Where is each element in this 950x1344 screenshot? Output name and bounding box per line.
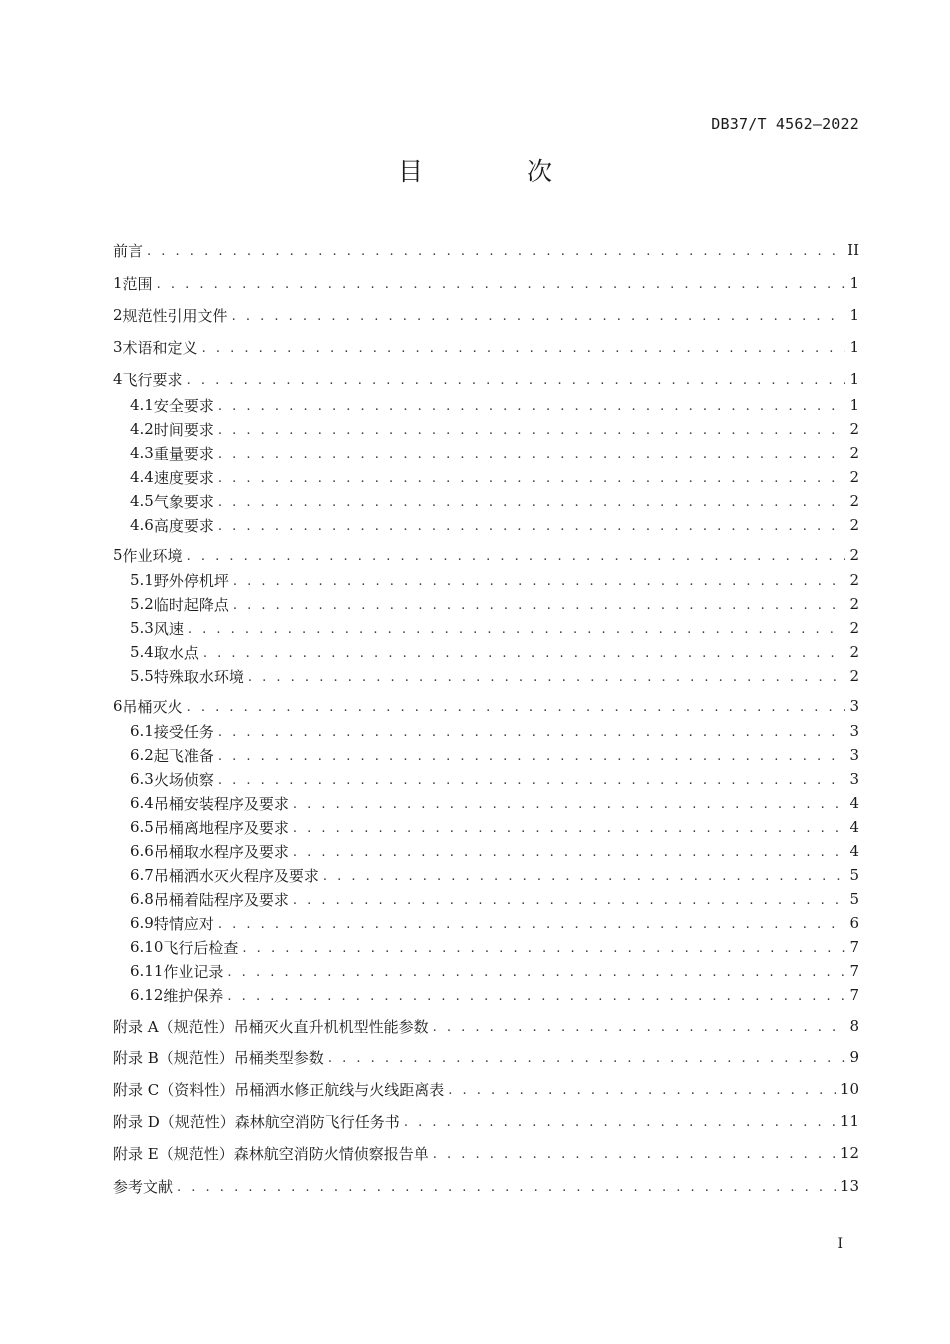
toc-entry-4-1[interactable] [113,393,859,417]
toc-entry-6-5[interactable] [113,815,859,839]
toc-number: 4.5 [130,492,154,510]
dot-leader [187,373,845,388]
toc-entry-6-6[interactable] [113,839,859,863]
toc-entry-6-9[interactable] [113,911,859,935]
toc-entry-6-3[interactable] [113,767,859,791]
toc-entry-5-4[interactable] [113,640,859,664]
toc-label: 森林航空消防飞行任务书 [234,1112,400,1131]
toc-label: 吊桶类型参数 [233,1048,324,1067]
toc-label: 野外停机坪 [153,571,229,590]
toc-page: 2 [849,619,859,637]
toc-label: 速度要求 [153,468,214,487]
toc-page: 4 [849,818,859,836]
dot-leader [323,869,845,884]
toc-label: 范围 [122,274,153,293]
dot-leader [233,598,845,613]
toc-label: 维护保养 [163,986,224,1005]
toc-entry-5-1[interactable] [113,568,859,592]
toc-number: 5.1 [130,571,154,589]
toc-page: II [847,241,859,259]
toc-entry-6-8[interactable] [113,887,859,911]
toc-number: 6.9 [130,914,154,932]
dot-leader [218,399,845,414]
dot-leader [242,941,845,956]
toc-entry-appendix-e[interactable] [113,1141,859,1165]
toc-entry-6-10[interactable] [113,935,859,959]
toc-number: 1 [113,274,123,292]
toc-entry-4-5[interactable] [113,489,859,513]
toc-page: 4 [849,842,859,860]
toc-number: 附录 E（规范性） [113,1144,234,1163]
toc-label: 飞行后检查 [163,938,239,957]
toc-page: 3 [849,722,859,740]
toc-label: 时间要求 [153,420,214,439]
dot-leader [218,749,845,764]
toc-label: 吊桶着陆程序及要求 [153,890,289,909]
toc-entry-6-7[interactable] [113,863,859,887]
toc-number: 6.11 [130,962,164,980]
toc-label: 安全要求 [153,396,214,415]
dot-leader [293,893,845,908]
toc-number: 6.3 [130,770,154,788]
toc-page: 1 [849,306,859,324]
toc-number: 6.10 [130,938,164,956]
toc-entry-6[interactable] [113,694,859,718]
toc-number: 5.4 [130,643,154,661]
toc-page: 2 [849,595,859,613]
toc-label: 森林航空消防火情侦察报告单 [233,1144,429,1163]
toc-number: 6.7 [130,866,154,884]
toc-entry-6-11[interactable] [113,959,859,983]
toc-entry-4[interactable] [113,367,859,391]
toc-number: 附录 A（规范性） [113,1017,234,1036]
toc-number: 4.4 [130,468,154,486]
toc-page: 2 [849,516,859,534]
toc-page: 1 [849,274,859,292]
toc-page: 13 [839,1177,859,1195]
toc-page: 9 [849,1048,859,1066]
dot-leader [448,1083,836,1098]
toc-entry-5-2[interactable] [113,592,859,616]
toc-page: 11 [839,1112,859,1130]
toc-entry-2[interactable] [113,303,859,327]
dot-leader [218,773,845,788]
dot-leader [293,797,845,812]
dot-leader [233,574,845,589]
toc-label: 特殊取水环境 [153,667,244,686]
dot-leader [177,1180,836,1195]
toc-label: 吊桶灭火直升机机型性能参数 [233,1017,429,1036]
toc-page: 5 [849,866,859,884]
toc-entry-appendix-c[interactable] [113,1077,859,1101]
toc-page: 8 [849,1017,859,1035]
toc-number: 6.1 [130,722,154,740]
toc-number: 4.2 [130,420,154,438]
toc-page: 3 [849,770,859,788]
toc-page: 10 [839,1080,859,1098]
dot-leader [218,519,845,534]
toc-number: 附录 B（规范性） [113,1048,234,1067]
page-title: 目 次 [398,157,600,186]
toc-label: 吊桶洒水修正航线与火线距离表 [234,1080,445,1099]
toc-number: 5 [113,546,123,564]
toc-label: 吊桶离地程序及要求 [153,818,289,837]
dot-leader [218,495,845,510]
dot-leader [218,447,845,462]
toc-number: 4 [113,370,123,388]
toc-number: 6.5 [130,818,154,836]
dot-leader [433,1020,845,1035]
toc-number: 2 [113,306,123,324]
toc-page: 2 [849,468,859,486]
dot-leader [187,549,845,564]
toc-page: 7 [849,962,859,980]
dot-leader [433,1147,836,1162]
toc-label: 前言 [113,241,144,260]
toc-page: 2 [849,444,859,462]
toc-label: 风速 [153,619,184,638]
toc-label: 取水点 [153,643,199,662]
toc-label: 临时起降点 [153,595,229,614]
toc-label: 特情应对 [153,914,214,933]
dot-leader [147,244,843,259]
toc-number: 5.2 [130,595,154,613]
toc-label: 飞行要求 [122,370,183,389]
toc-number: 6.8 [130,890,154,908]
toc-page: 3 [849,697,859,715]
toc-number: 附录 C（资料性） [113,1080,235,1099]
dot-leader [218,471,845,486]
toc-label: 起飞准备 [153,746,214,765]
dot-leader [218,725,845,740]
toc-page: 2 [849,546,859,564]
dot-leader [293,821,845,836]
dot-leader [187,700,845,715]
toc-page: 1 [849,370,859,388]
toc-label: 高度要求 [153,516,214,535]
toc-entry-foreword[interactable] [113,238,859,262]
toc-entry-bibliography[interactable] [113,1174,859,1198]
toc-entry-6-2[interactable] [113,743,859,767]
toc-label: 吊桶灭火 [122,697,183,716]
toc-number: 6.12 [130,986,164,1004]
toc-label: 火场侦察 [153,770,214,789]
toc-entry-appendix-d[interactable] [113,1109,859,1133]
toc-entry-1[interactable] [113,271,859,295]
toc-label: 术语和定义 [122,338,198,357]
dot-leader [218,423,845,438]
toc-entry-5-5[interactable] [113,664,859,688]
toc-entry-3[interactable] [113,335,859,359]
dot-leader [227,989,845,1004]
dot-leader [328,1051,845,1066]
toc-number: 3 [113,338,123,356]
toc-label: 吊桶洒水灭火程序及要求 [153,866,319,885]
toc-number: 4.6 [130,516,154,534]
toc-page: 2 [849,571,859,589]
toc-page: 2 [849,420,859,438]
page-number: I [837,1236,843,1252]
dot-leader [293,845,845,860]
toc-page: 7 [849,986,859,1004]
toc-label: 重量要求 [153,444,214,463]
toc-page: 1 [849,338,859,356]
toc-page: 2 [849,643,859,661]
toc-label: 接受任务 [153,722,214,741]
toc-number: 5.3 [130,619,154,637]
toc-entry-6-1[interactable] [113,719,859,743]
toc-label: 参考文献 [113,1177,174,1196]
toc-label: 吊桶取水程序及要求 [153,842,289,861]
standard-code: DB37/T 4562—2022 [711,115,859,133]
dot-leader [232,309,845,324]
toc-page: 2 [849,492,859,510]
toc-page: 2 [849,667,859,685]
toc-label: 规范性引用文件 [122,306,228,325]
dot-leader [227,965,845,980]
toc-entry-4-2[interactable] [113,417,859,441]
toc-label: 气象要求 [153,492,214,511]
dot-leader [203,646,845,661]
toc-label: 吊桶安装程序及要求 [153,794,289,813]
toc-entry-4-6[interactable] [113,513,859,537]
toc-page: 7 [849,938,859,956]
toc-page: 5 [849,890,859,908]
toc-page: 12 [839,1144,859,1162]
dot-leader [202,341,845,356]
toc-entry-5[interactable] [113,543,859,567]
toc-number: 6.2 [130,746,154,764]
dot-leader [188,622,845,637]
toc-number: 6.4 [130,794,154,812]
dot-leader [248,670,845,685]
dot-leader [404,1115,836,1130]
toc-entry-6-12[interactable] [113,983,859,1007]
toc-number: 4.1 [130,396,154,414]
toc-label: 作业记录 [163,962,224,981]
toc-number: 6.6 [130,842,154,860]
toc-number: 6 [113,697,123,715]
toc-entry-appendix-b[interactable] [113,1045,859,1069]
dot-leader [157,277,845,292]
toc-page: 4 [849,794,859,812]
toc-entry-4-3[interactable] [113,441,859,465]
dot-leader [218,917,845,932]
toc-number: 4.3 [130,444,154,462]
toc-entry-4-4[interactable] [113,465,859,489]
toc-number: 5.5 [130,667,154,685]
toc-number: 附录 D（规范性） [113,1112,235,1131]
toc-entry-5-3[interactable] [113,616,859,640]
toc-page: 1 [849,396,859,414]
toc-page: 6 [849,914,859,932]
toc-entry-appendix-a[interactable] [113,1014,859,1038]
toc-page: 3 [849,746,859,764]
toc-entry-6-4[interactable] [113,791,859,815]
toc-label: 作业环境 [122,546,183,565]
